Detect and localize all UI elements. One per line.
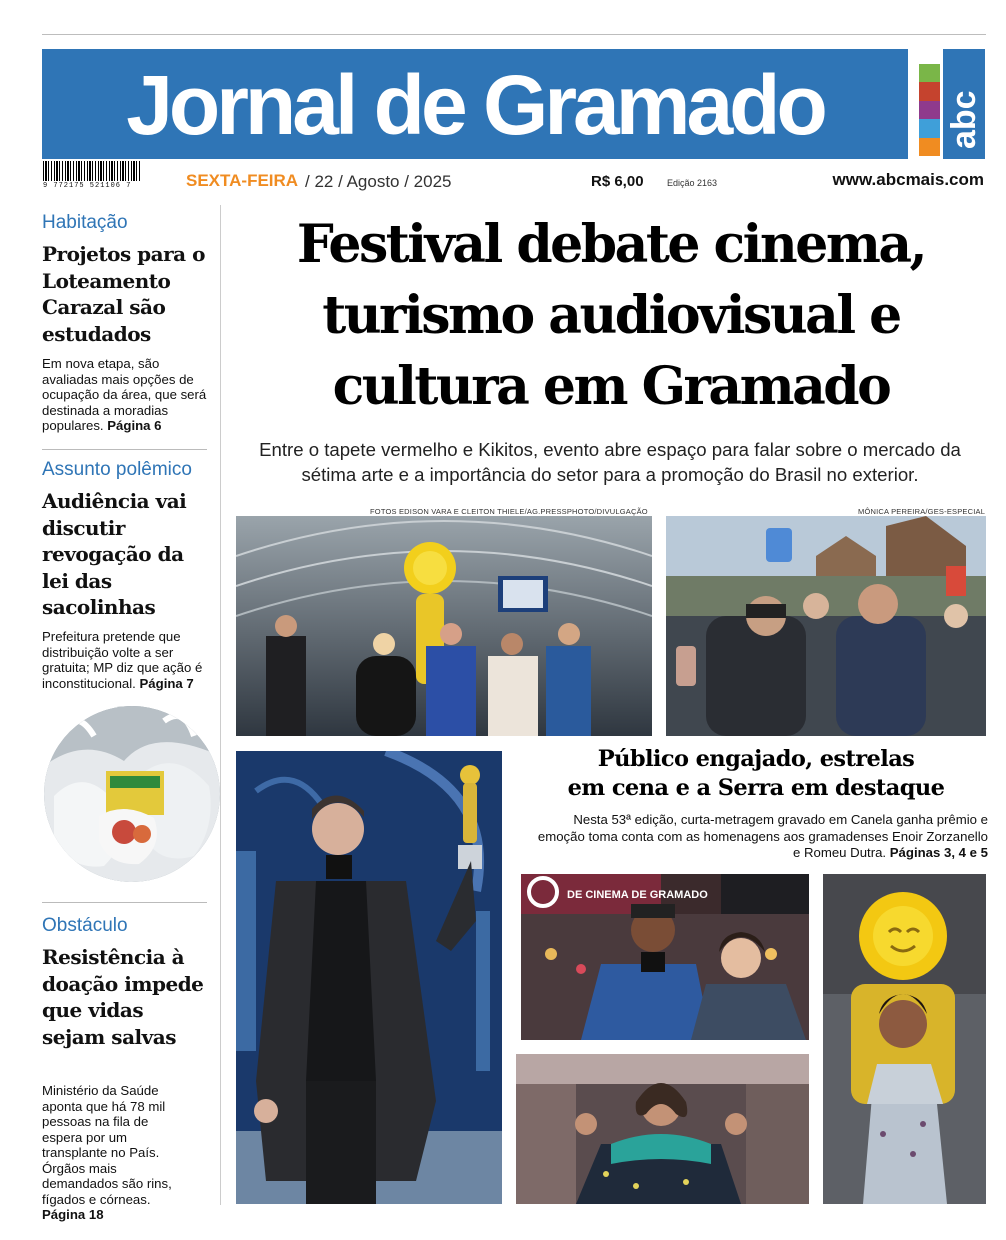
main-headline-line: Festival debate cinema, <box>296 214 926 275</box>
weekday: SEXTA-FEIRA <box>186 171 299 190</box>
secondary-text-fragment: e Romeu Dutra. <box>793 845 887 860</box>
masthead <box>42 49 908 159</box>
abc-logo <box>919 49 985 159</box>
barcode-number: 9 772175 521106 7 <box>43 182 132 190</box>
secondary-page-ref[interactable]: Páginas 3, 4 e 5 <box>889 845 988 860</box>
woman-waving-photo <box>516 1054 809 1204</box>
price: R$ 6,00 <box>591 173 644 190</box>
abc-color-stripes <box>919 64 940 156</box>
story1-page-ref[interactable]: Página 6 <box>107 418 162 433</box>
story3-text <box>42 1083 192 1223</box>
divider <box>42 449 207 450</box>
newspaper-title: Jornal de Gramado <box>126 58 824 152</box>
top-rule <box>42 34 986 35</box>
divider <box>42 902 207 903</box>
story1-text <box>42 356 212 434</box>
story2-page-ref[interactable]: Página 7 <box>139 675 194 691</box>
plastic-bags-photo <box>44 706 220 882</box>
date: / 22 / Agosto / 2025 <box>305 172 452 191</box>
secondary-text-line: emoção toma conta com as homenagens aos gramadenses Enoir Zorzanello <box>537 828 988 844</box>
story2-headline[interactable]: Audiência vai discutir revogação da lei das sacolinhas <box>42 489 187 619</box>
story1-body: Em nova etapa, são avaliadas mais opções de ocupação da área, que será destinada a moradias populares. <box>42 356 207 433</box>
edition-number: Edição 2163 <box>667 178 718 188</box>
main-headline-line: turismo audiovisual e <box>322 285 900 346</box>
secondary-headline-line: em cena e a Serra em destaque <box>567 774 945 801</box>
festival-sign-text: DE CINEMA DE GRAMADO <box>567 889 708 901</box>
actor-award-photo <box>236 751 502 1204</box>
story2-body: Prefeitura pretende que distribuição volte a ser gratuita; MP diz que ação é inconstitucional. <box>42 629 203 691</box>
website-link[interactable]: www.abcmais.com <box>832 170 984 189</box>
secondary-text-line <box>508 845 988 862</box>
story2-text <box>42 629 212 691</box>
story3-body: Ministério da Saúde aponta que há 78 mil pessoas na fila de espera por um transplante no País. Órgãos mais demandados são rins, fígados e córneas. <box>42 1083 172 1207</box>
photo-credit: FOTOS EDISON VARA E CLEITON THIELE/AG.PRESSPHOTO/DIVULGAÇÃO <box>370 507 648 516</box>
barcode <box>43 161 141 193</box>
photo-credit: MÔNICA PEREIRA/GES-ESPECIAL <box>858 507 986 516</box>
story1-kicker: Habitação <box>42 212 128 233</box>
fans-selfie-photo <box>666 516 986 736</box>
secondary-headline-line: Público engajado, estrelas <box>597 746 915 772</box>
story3-page-ref[interactable]: Página 18 <box>42 1207 104 1222</box>
main-headline[interactable] <box>228 209 994 422</box>
actors-festival-photo <box>521 874 809 1040</box>
main-deck: Entre o tapete vermelho e Kikitos, evento abre espaço para falar sobre o mercado da sétima arte e a importância do setor para a promoção do Brasil no exterior. <box>259 439 961 485</box>
red-carpet-photo <box>236 516 652 736</box>
story2-kicker: Assunto polêmico <box>42 459 192 480</box>
main-headline-line: cultura em Gramado <box>332 356 890 417</box>
story3-kicker: Obstáculo <box>42 915 128 936</box>
secondary-text-line: Nesta 53ª edição, curta-metragem gravado em Canela ganha prêmio e <box>573 812 988 827</box>
column-divider <box>220 205 221 1205</box>
abc-logo-box <box>943 49 985 159</box>
story1-headline[interactable]: Projetos para o Loteamento Carazal são estudados <box>42 242 205 346</box>
abc-logo-text: abc <box>945 90 983 149</box>
secondary-text <box>508 812 988 862</box>
story3-headline[interactable]: Resistência à doação impede que vidas sejam salvas <box>42 945 204 1049</box>
secondary-headline[interactable] <box>512 745 1000 802</box>
barcode-bars <box>43 161 141 181</box>
actress-sun-sculpture-photo <box>823 874 986 1204</box>
